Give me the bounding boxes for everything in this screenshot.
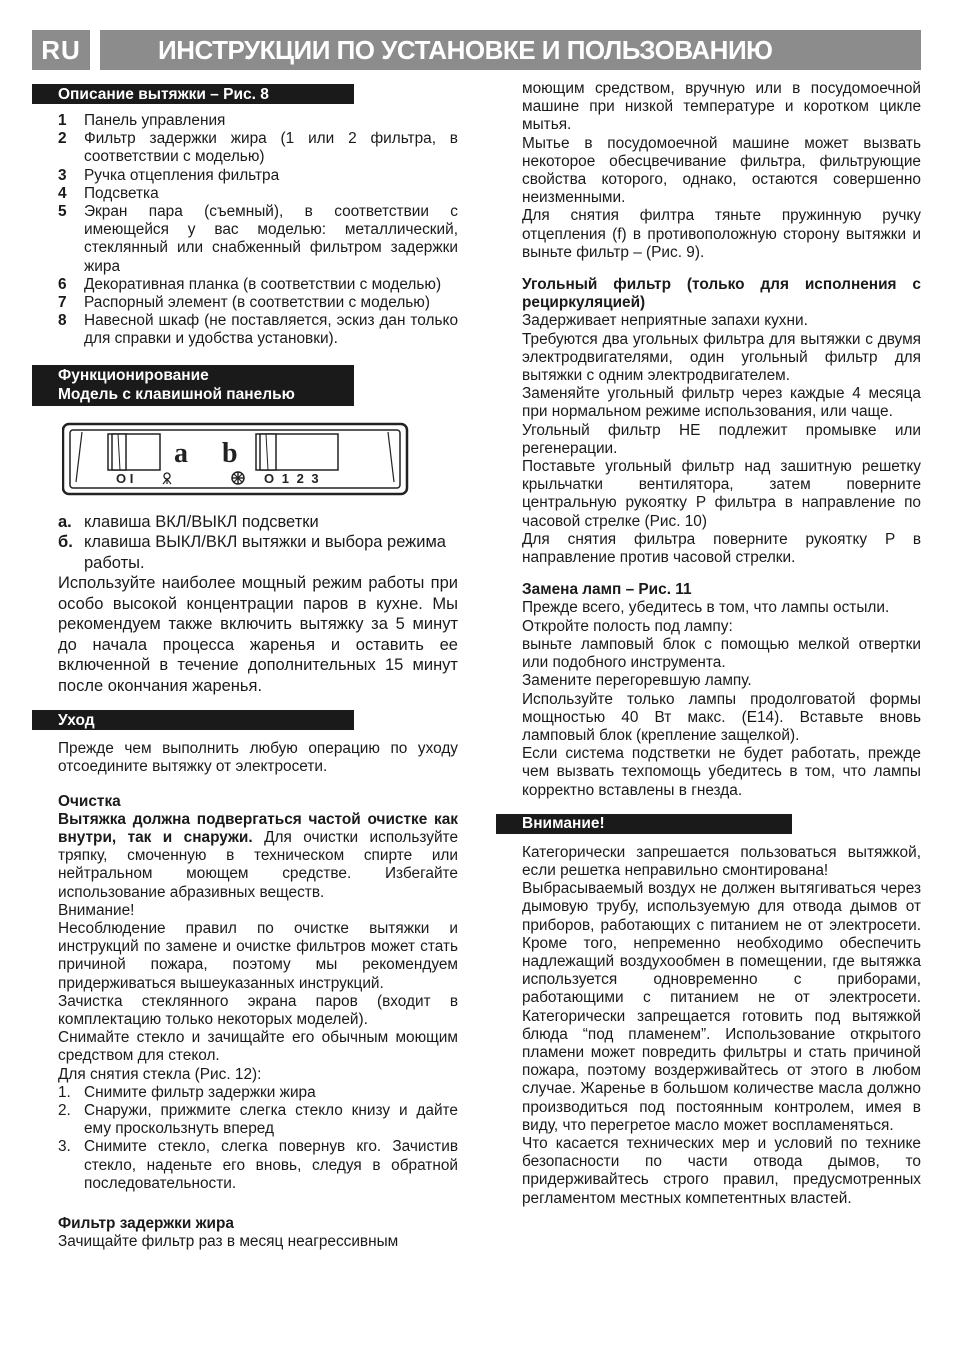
cleaning-text: Для очистки используйте тряпку, смоченную в техническом спирте или нейтральном моющем средстве. Избегайте использование абразивных веществ. bbox=[58, 828, 458, 901]
dishwasher-text: Мытье в посудомоечной машине может вызвать некоторое обесцвечивание фильтра, фильтрующие свойства которого, однако, остаются совершенно неизменными. bbox=[522, 134, 921, 207]
key-b-positions: O 1 2 3 bbox=[264, 470, 321, 486]
attention-text-2: Выбрасываемый воздух не должен вытягиваться через дымовую трубу, используемую для отвода дымов от приборов, работающих с питанием не от электросети. Кроме того, непременно необходимо обеспечить надлежащий воздухообмен в помещении, где вытяжка используется одновременно с приборами, работающими с питанием не от электросети. Категорически запрещается готовить под вытяжкой блюда “под пламенем”. Использование открытого пламени может повредить фильтры и стать причиной пожара, поэтому воздерживайтесь от этого в любом случае. Жаренье в большом количестве масла должно производиться под постоянным контролем, имея в виду, что перегретое масло может воспламеняться. bbox=[522, 880, 921, 1134]
page-title: ИНСТРУКЦИИ ПО УСТАНОВКЕ И ПОЛЬЗОВАНИЮ bbox=[100, 30, 921, 70]
attention-text-3: Что касается технических мер и условий по технике безопасности по части отвода дымов, то придерживайтесь строго правил, предусмотренных регламентом местных компетентных властей. bbox=[522, 1134, 921, 1207]
left-column bbox=[58, 84, 458, 1251]
control-panel-diagram bbox=[56, 420, 458, 502]
remove-filter-text: Для снятия филтра тяньте пружинную ручку отцепления (f) в противоположную сторону вытяжки и выньте фильтр – (Рис. 9). bbox=[522, 207, 921, 261]
carbon-text-1: Задерживает неприятные запахи кухни. bbox=[522, 312, 808, 330]
glass-step-item bbox=[58, 1084, 458, 1102]
key-a-letter: a bbox=[174, 437, 188, 469]
function-heading-line-1: Функционирование bbox=[58, 366, 209, 384]
key-list bbox=[58, 512, 458, 574]
lamp-text-4: Замените перегоревшую лампу. bbox=[522, 672, 752, 690]
care-text: Прежде чем выполнить любую операцию по уходу отсоедините вытяжку от электросети. bbox=[58, 740, 458, 776]
section-heading-description: Описание вытяжки – Рис. 8 bbox=[32, 84, 354, 104]
function-heading-line-2: Модель с клавишной панелью bbox=[58, 386, 295, 404]
lamp-text-2: Откройте полость под лампу: bbox=[522, 617, 733, 635]
description-item-text: Панель управления bbox=[84, 112, 226, 129]
attention-text-1: Категорически запрешается пользоваться вытяжкой, если решетка неправильно смонтирована! bbox=[522, 843, 921, 879]
glass-text-1: Зачистка стеклянного экрана паров (входит в комплектацию только некоторых моделей). bbox=[58, 992, 458, 1028]
lamp-text-6: Если система подстветки не будет работать, прежде чем вызвать техпомощь убедитесь в том, что лампы корректно вставлены в гнезда. bbox=[522, 745, 921, 799]
fan-icon bbox=[232, 472, 244, 484]
glass-text-3: Для снятия стекла (Рис. 12): bbox=[58, 1065, 262, 1083]
glass-step-item-text: Снимите стекло, слегка повернув кго. Зачистив стекло, наденьте его вновь, следуя в обратной последовательности. bbox=[84, 1138, 458, 1192]
key-description-item-number: б. bbox=[58, 533, 73, 552]
key-b-letter: b bbox=[222, 437, 238, 469]
lamp-heading: Замена ламп – Рис. 11 bbox=[522, 581, 692, 599]
description-item bbox=[58, 112, 458, 130]
key-description-item-number: а. bbox=[58, 512, 72, 531]
function-text: Используйте наиболее мощный режим работы при особо высокой концентрации паров в кухне. Мы рекомендуем также включить вытяжку за 5 минут до начала процесса жаренья и оставить ее включенной в течение дополнительных 15 минут после окончания жаренья. bbox=[58, 574, 458, 695]
right-column bbox=[522, 80, 921, 1208]
description-item bbox=[58, 203, 458, 276]
description-item-text: Ручка отцепления фильтра bbox=[84, 166, 280, 184]
grease-filter-continued: моющим средством, вручную или в посудомоечной машине при низкой температуре и коротком цикле мытья. bbox=[522, 80, 921, 134]
description-item bbox=[58, 294, 458, 312]
description-item bbox=[58, 167, 458, 185]
section-heading-attention: Внимание! bbox=[496, 814, 792, 834]
description-item-text: Навесной шкаф (не поставляется, эскиз дан только для справки и удобства установки). bbox=[84, 312, 458, 348]
carbon-text-2: Требуются два угольных фильтра для вытяжки с двумя электродвигателями, один угольный фильтр для вытяжки с одним электродвигателем. bbox=[522, 330, 921, 385]
warning-word: Внимание! bbox=[58, 901, 135, 919]
description-item-text: Экран пара (съемный), в соответствии с имеющейся у вас моделью: металлический, стеклянный или снабженный фильтром задержки жира bbox=[84, 203, 458, 275]
key-a-positions: O I bbox=[116, 470, 134, 486]
grease-filter-heading: Фильтр задержки жира bbox=[58, 1215, 234, 1233]
description-item-number: 2 bbox=[58, 130, 67, 148]
lamp-text-3: выньте ламповый блок с помощью мелкой отвертки или подобного инструмента. bbox=[522, 635, 921, 672]
description-item-number: 8 bbox=[58, 312, 67, 330]
description-item-number: 4 bbox=[58, 184, 67, 202]
glass-step-item-number: 2. bbox=[58, 1102, 71, 1119]
glass-steps-list bbox=[58, 1084, 458, 1193]
key-b[interactable] bbox=[256, 434, 338, 470]
glass-step-item bbox=[58, 1102, 458, 1138]
grease-filter-text: Зачищайте фильтр раз в месяц неагрессивным bbox=[58, 1233, 399, 1251]
key-description-item bbox=[58, 532, 458, 573]
description-item-number: 7 bbox=[58, 294, 67, 312]
glass-step-item bbox=[58, 1138, 458, 1193]
cleaning-bold-text: Вытяжка должна подвергаться частой очистке как внутри, так и снаружи. bbox=[58, 810, 458, 846]
description-item bbox=[58, 312, 458, 348]
description-item-text: Подсветка bbox=[84, 184, 159, 202]
lamp-text-1: Прежде всего, убедитесь в том, что лампы остыли. bbox=[522, 599, 890, 617]
description-item-number: 1 bbox=[58, 112, 67, 129]
glass-step-item-number: 1. bbox=[58, 1083, 71, 1101]
cleaning-paragraph bbox=[58, 811, 458, 902]
carbon-text-3: Заменяйте угольный фильтр через каждые 4 месяца при нормальном режиме использования, или чаще. bbox=[522, 385, 921, 421]
glass-step-item-text: Снимите фильтр задержки жира bbox=[84, 1083, 316, 1101]
cleaning-heading: Очистка bbox=[58, 792, 121, 810]
carbon-text-4: Угольный фильтр НЕ подлежит промывке или регенерации. bbox=[522, 421, 921, 457]
description-item bbox=[58, 276, 458, 294]
carbon-filter-heading: Угольный фильтр (только для исполнения с рециркуляцией) bbox=[522, 276, 921, 312]
description-item bbox=[58, 185, 458, 203]
glass-text-2: Снимайте стекло и зачищайте его обычным моющим средством для стекол. bbox=[58, 1029, 458, 1065]
key-a[interactable] bbox=[108, 434, 160, 470]
language-badge: RU bbox=[32, 30, 90, 70]
section-heading-care: Уход bbox=[32, 710, 354, 730]
description-item-number: 5 bbox=[58, 203, 67, 221]
carbon-text-5: Поставьте угольный фильтр над зашитную решетку крыльчатки вентилятора, затем поверните центральную рукоятку P фильтра в направление по часовой стрелке (Рис. 10) bbox=[522, 458, 921, 530]
description-item-text: Фильтр задержки жира (1 или 2 фильтра, в соответствии с моделью) bbox=[84, 130, 458, 166]
key-description-item-text: клавиша ВКЛ/ВЫКЛ подсветки bbox=[84, 512, 319, 531]
lamp-text-5: Используйте только лампы продолговатой формы мощностью 40 Вт макс. (E14). Вставьте вновь ламповый блок (крепление защелкой). bbox=[522, 690, 921, 744]
glass-step-item-text: Снаружи, прижмите слегка стекло книзу и дайте ему проскользнуть вперед bbox=[84, 1102, 458, 1138]
key-description-item-text: клавиша ВЫКЛ/ВКЛ вытяжки и выбора режима работы. bbox=[84, 533, 446, 572]
description-item bbox=[58, 130, 458, 166]
description-item-text: Декоративная планка (в соответствии с моделью) bbox=[84, 275, 442, 293]
description-item-number: 3 bbox=[58, 166, 67, 184]
description-item-text: Распорный элемент (в соответствии с моделью) bbox=[84, 294, 430, 312]
description-list bbox=[58, 112, 458, 349]
carbon-text-6: Для снятия фильтра поверните рукоятку P в направление против часовой стрелки. bbox=[522, 530, 921, 567]
description-item-number: 6 bbox=[58, 275, 67, 293]
control-panel-svg bbox=[62, 420, 418, 502]
section-heading-function bbox=[32, 365, 354, 406]
glass-step-item-number: 3. bbox=[58, 1138, 71, 1156]
key-description-item bbox=[58, 512, 458, 533]
warning-text: Несоблюдение правил по очистке вытяжки и инструкций по замене и очистке фильтров может стать причиной пожара, поэтому мы рекомендуем придерживаться вышеуказанных инструкций. bbox=[58, 919, 458, 992]
